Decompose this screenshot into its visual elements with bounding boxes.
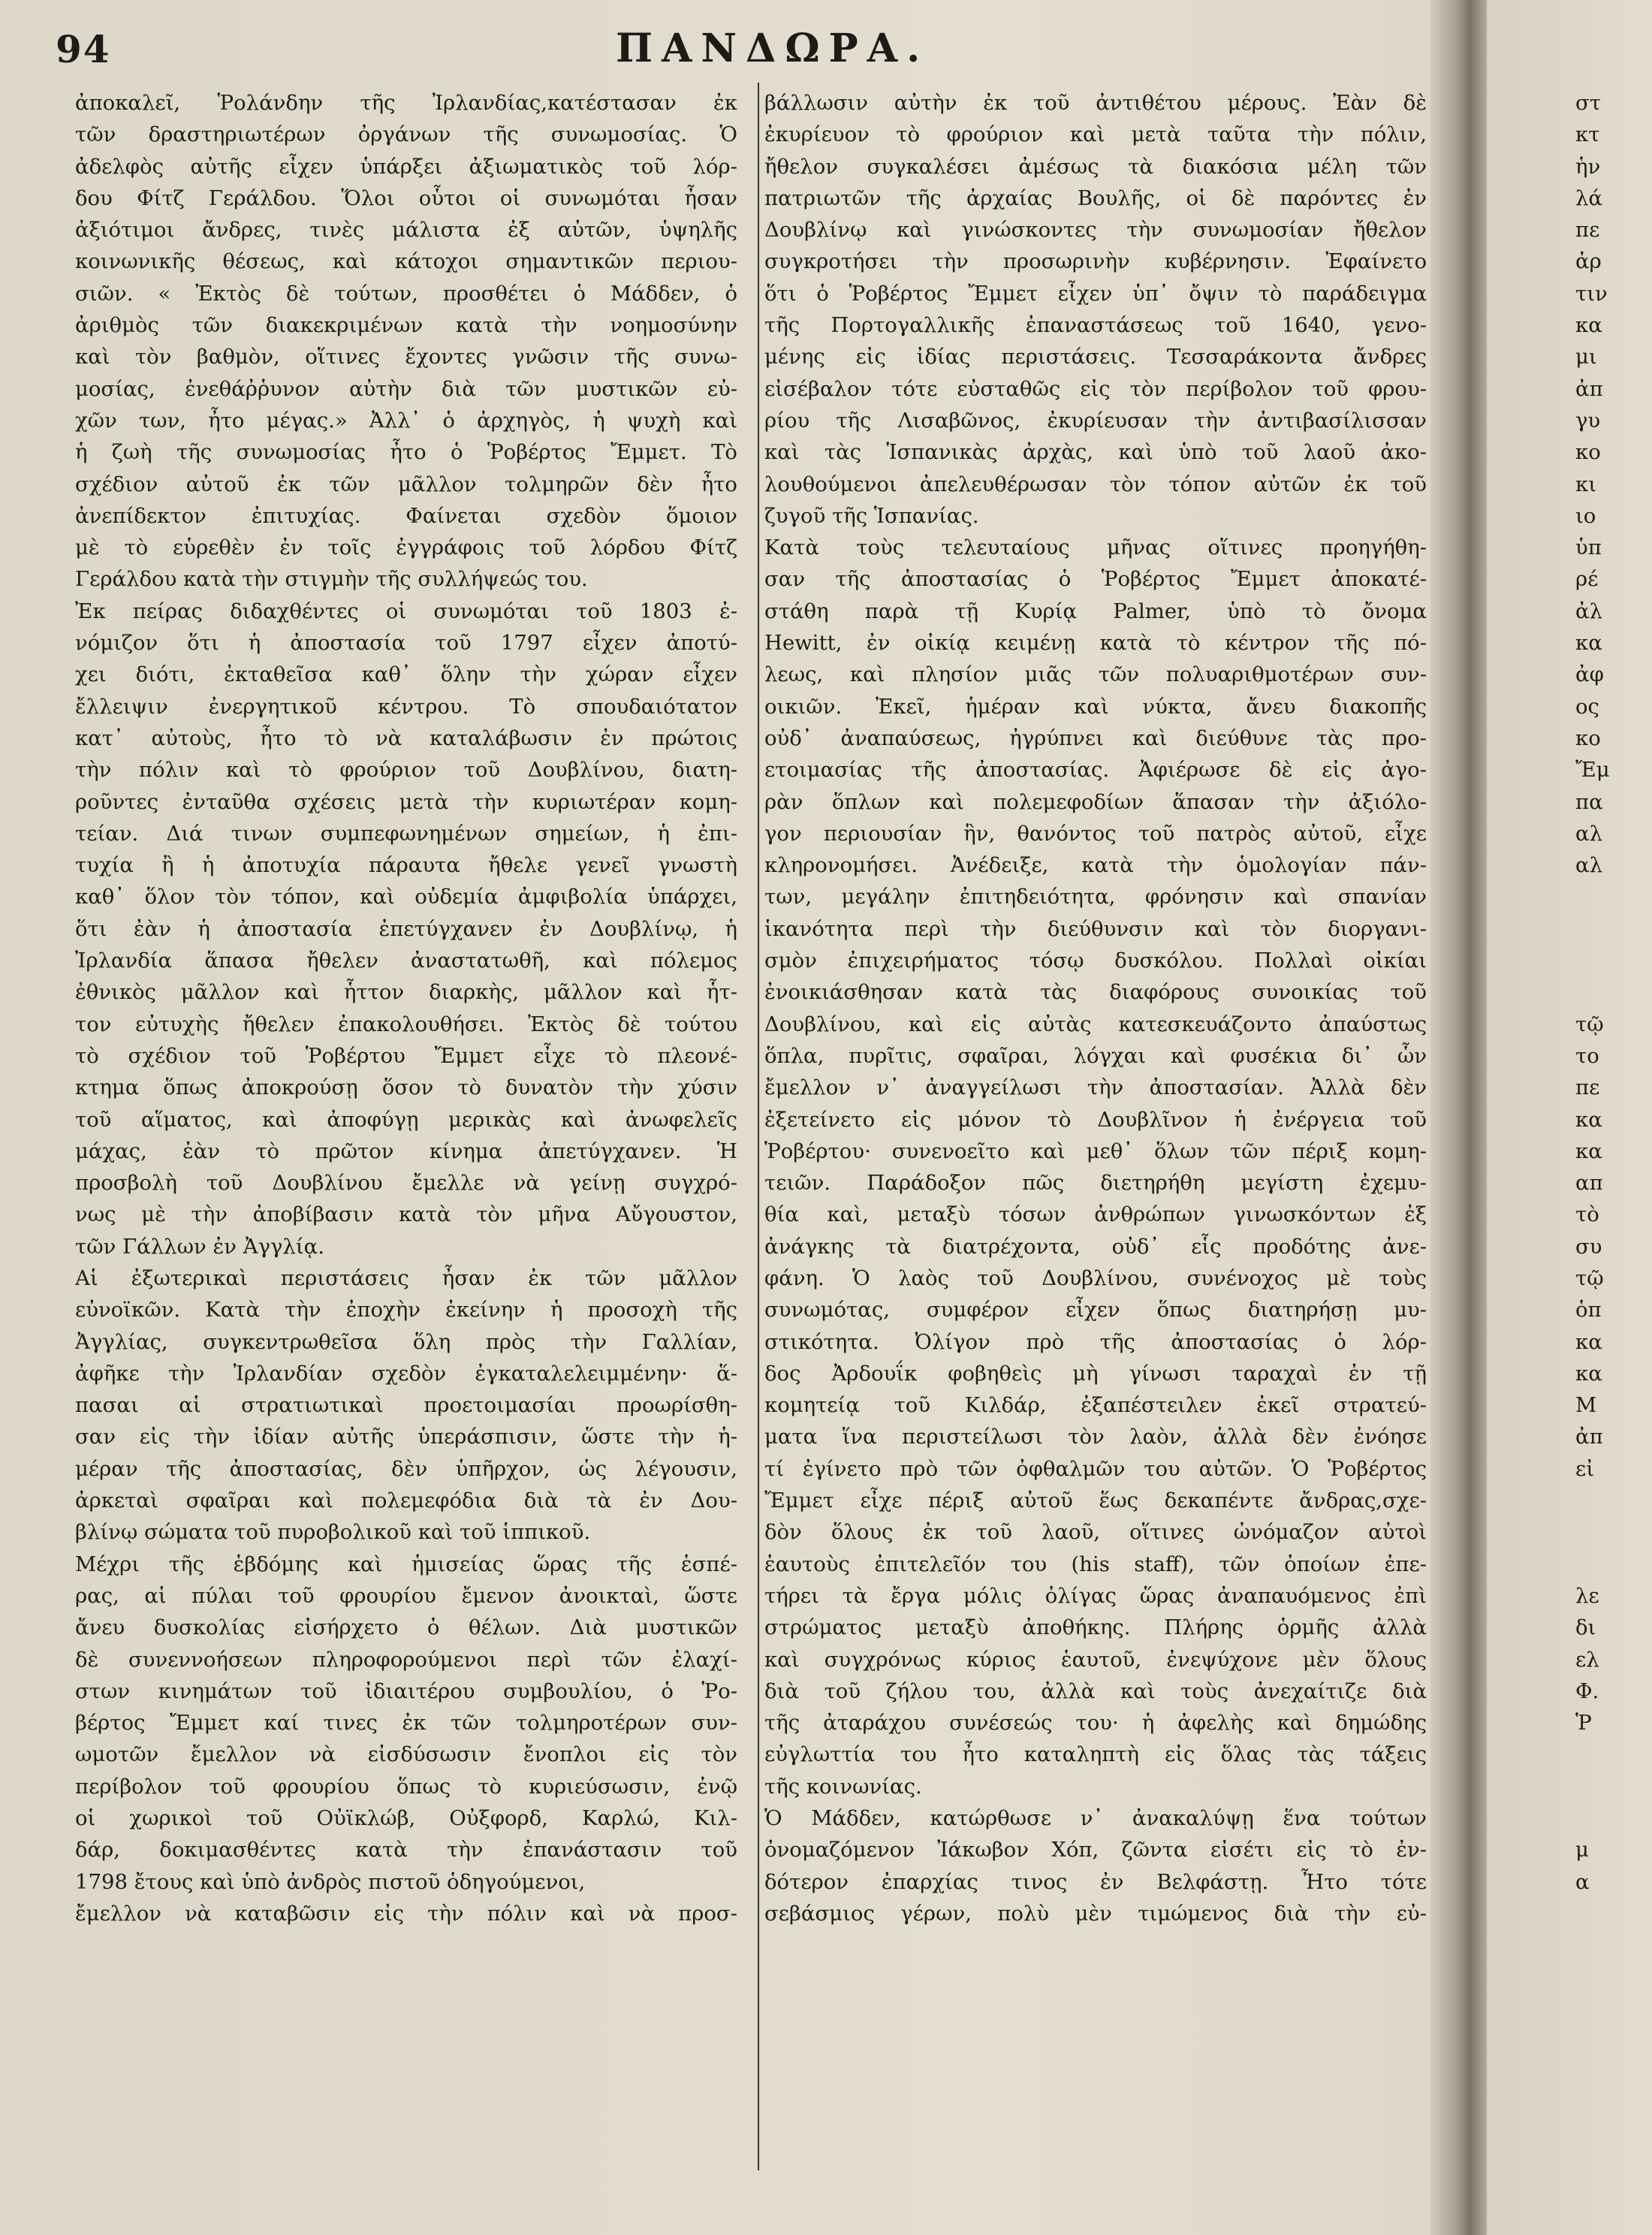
text-line: τὴν πόλιν καὶ τὸ φρούριον τοῦ Δουβλίνου, διατη- [75, 758, 737, 783]
facing-page-fragment: ὑπ [1575, 535, 1602, 560]
facing-page-fragment: ἀπ [1575, 376, 1603, 401]
text-line: μέραν τῆς ἀποστασίας, δὲν ὑπῆρχον, ὡς λέγουσιν, [75, 1456, 737, 1481]
facing-page-fragment: πα [1575, 789, 1603, 814]
text-line: τῆς ἀταράχου συνέσεώς του· ἡ ἀφελὴς καὶ δημώδης [764, 1711, 1427, 1736]
facing-page-fragment: γυ [1575, 408, 1601, 433]
text-line: λουθούμενοι ἀπελευθέρωσαν τὸν τόπον αὐτῶν ἐκ τοῦ [764, 472, 1427, 496]
text-line: ἀριθμὸς τῶν διακεκριμένων κατὰ τὴν νοημοσύνην [75, 313, 737, 338]
facing-page-fragment [1575, 881, 1652, 912]
text-line: 1798 ἔτους καὶ ὑπὸ ἀνδρὸς πιστοῦ ὁδηγούμενοι, [75, 1869, 586, 1894]
running-head-title: ΠΑΝΔΩΡΑ. [616, 26, 930, 71]
facing-page-fragment: κα [1575, 631, 1602, 656]
text-line: τῆς κοινωνίας. [764, 1774, 922, 1799]
text-line: Ὁ Μάδδεν, κατώρθωσε ν᾽ ἀνακαλύψῃ ἕνα τούτων [764, 1806, 1427, 1831]
facing-page-text-fragments [1575, 87, 1652, 1962]
facing-page-fragment: το [1575, 1043, 1599, 1068]
text-line: στάθη παρὰ τῇ Κυρίᾳ Palmer, ὑπὸ τὸ ὄνομα [764, 599, 1427, 623]
text-line: νως μὲ τὴν ἀποβίβασιν κατὰ τὸν μῆνα Αὔγουστον, [75, 1202, 737, 1227]
text-line: ἀνάγκης τὰ διατρέχοντα, οὐδ᾽ εἷς προδότης ἀνε- [764, 1234, 1427, 1259]
facing-page-fragment: δι [1575, 1615, 1596, 1640]
facing-page-fragment: κα [1575, 1107, 1602, 1132]
text-line: σχέδιον αὐτοῦ ἐκ τῶν μᾶλλον τολμηρῶν δὲν ἦτο [75, 472, 737, 496]
facing-page-fragment: Ῥ [1575, 1711, 1592, 1736]
facing-page-fragment: ἀρ [1575, 249, 1602, 274]
text-line: καὶ τὸν βαθμὸν, οἵτινες ἔχοντες γνῶσιν τῆς συνω- [75, 345, 737, 369]
text-line: σαν τῆς ἀποστασίας ὁ Ῥοβέρτος Ἔμμετ ἀποκατέ- [764, 567, 1427, 592]
facing-page-fragment [1575, 976, 1652, 1008]
text-line: τί ἐγίνετο πρὸ τῶν ὀφθαλμῶν του αὐτῶν. Ὁ Ῥοβέρτος [764, 1456, 1427, 1481]
facing-page-fragment: ἀφ [1575, 662, 1604, 687]
text-line: κτημα ὅπως ἀποκρούσῃ ὅσον τὸ δυνατὸν τὴν χύσιν [75, 1075, 737, 1100]
facing-page-fragment: τῷ [1575, 1012, 1604, 1036]
text-line: οικιῶν. Ἐκεῖ, ἡμέραν καὶ νύκτα, ἄνευ διακοπῆς [764, 694, 1427, 719]
text-line: εὐνοϊκῶν. Κατὰ τὴν ἐποχὴν ἐκείνην ἡ προσοχὴ τῆς [75, 1298, 737, 1323]
text-line: δὲ συνεννοήσεων πληροφορούμενοι περὶ τῶν ἐλαχί- [75, 1647, 737, 1672]
text-line: ἀρκεταὶ σφαῖραι καὶ πολεμεφόδια διὰ τὰ ἐν Δου- [75, 1488, 737, 1513]
text-line: συγκροτήσει τὴν προσωρινὴν κυβέρνησιν. Ἐφαίνετο [764, 249, 1427, 274]
text-line: ἐθνικὸς μᾶλλον καὶ ἧττον διαρκὴς, μᾶλλον καὶ ἧτ- [75, 980, 737, 1005]
facing-page-fragment: λε [1575, 1583, 1599, 1608]
text-line: Κατὰ τοὺς τελευταίους μῆνας οἵτινες προηγήθη- [764, 535, 1427, 560]
facing-page-fragment: μ [1575, 1838, 1589, 1862]
text-line: μὲ τὸ εὑρεθὲν ἐν τοῖς ἐγγράφοις τοῦ λόρδου Φίτζ [75, 535, 737, 560]
text-line: νόμιζον ὅτι ἡ ἀποστασία τοῦ 1797 εἶχεν ἀποτύ- [75, 631, 737, 656]
facing-page-fragment: τῷ [1575, 1265, 1604, 1290]
text-line: γον περιουσίαν ἣν, θανόντος τοῦ πατρὸς αὐτοῦ, εἶχε [764, 821, 1427, 846]
text-line: καθ᾽ ὅλον τὸν τόπον, καὶ οὐδεμία ἀμφιβολία ὑπάρχει, [75, 885, 737, 909]
text-line: ρίου τῆς Λισαβῶνος, ἐκυρίευσαν τὴν ἀντιβασίλισσαν [764, 408, 1427, 433]
text-line: ἱκανότητα περὶ τὴν διεύθυνσιν καὶ τὸν διοργανι- [764, 916, 1427, 941]
facing-page-fragment: συ [1575, 1234, 1602, 1259]
text-line: ετοιμασίας τῆς ἀποστασίας. Ἀφιέρωσε δὲ εἰς ἀγο- [764, 758, 1427, 783]
text-line: μένης εἰς ἰδίας περιστάσεις. Τεσσαράκοντα ἄνδρες [764, 345, 1427, 369]
text-line: ἔμελλον νὰ καταβῶσιν εἰς τὴν πόλιν καὶ νὰ προσ- [75, 1901, 737, 1926]
text-line: φάνη. Ὁ λαὸς τοῦ Δουβλίνου, συνένοχος μὲ τοὺς [764, 1265, 1427, 1290]
text-line: βλίνῳ σώματα τοῦ πυροβολικοῦ καὶ τοῦ ἱππικοῦ. [75, 1520, 591, 1545]
facing-page-fragment: μι [1575, 345, 1597, 369]
text-line: ωμοτῶν ἔμελλον νὰ εἰσδύσωσιν ἔνοπλοι εἰς τὸν [75, 1742, 737, 1767]
text-line: Αἱ ἐξωτερικαὶ περιστάσεις ἦσαν ἐκ τῶν μᾶλλον [75, 1265, 737, 1290]
text-line: σμὸν ἐπιχειρήματος τόσῳ δυσκόλου. Πολλαὶ οἰκίαι [764, 949, 1427, 973]
facing-page-fragment: απ [1575, 1171, 1603, 1196]
facing-page-fragment [1575, 913, 1652, 945]
text-line: στικότητα. Ὀλίγον πρὸ τῆς ἀποστασίας ὁ λόρ- [764, 1329, 1427, 1354]
text-line: τῶν Γάλλων ἐν Ἀγγλίᾳ. [75, 1234, 324, 1259]
facing-page-fragment [1575, 1898, 1652, 1929]
facing-page-fragment: ἀλ [1575, 599, 1602, 623]
text-line: ὀνομαζόμενον Ἰάκωβον Χόπ, ζῶντα εἰσέτι εἰς τὸ ἐν- [764, 1838, 1427, 1862]
text-line: εἰσέβαλον τότε εὐσταθῶς εἰς τὸν περίβολον τοῦ φρου- [764, 376, 1427, 401]
text-line: ὅτι ὁ Ῥοβέρτος Ἔμμετ εἶχεν ὑπ᾽ ὄψιν τὸ παράδειγμα [764, 281, 1427, 306]
facing-page-fragment: στ [1575, 91, 1601, 115]
text-line: Γεράλδου κατὰ τὴν στιγμὴν τῆς συλλήψεώς του. [75, 567, 588, 592]
facing-page-fragment: κα [1575, 1361, 1602, 1386]
text-line: ἀποκαλεῖ, Ῥολάνδην τῆς Ἰρλανδίας,κατέστασαν ἐκ [75, 91, 737, 115]
facing-page-fragment [1575, 1802, 1652, 1834]
text-line: τὸ σχέδιον τοῦ Ῥοβέρτου Ἔμμετ εἶχε τὸ πλεονέ- [75, 1043, 737, 1068]
text-line: Μέχρι τῆς ἑβδόμης καὶ ἡμισείας ὥρας τῆς ἑσπέ- [75, 1552, 737, 1576]
text-line: Ἀγγλίας, συγκεντρωθεῖσα ὅλη πρὸς τὴν Γαλλίαν, [75, 1329, 737, 1354]
text-line: ἐκυρίευον τὸ φρούριον καὶ μετὰ ταῦτα τὴν πόλιν, [764, 122, 1427, 147]
text-line: πασαι αἱ στρατιωτικαὶ προετοιμασίαι προωρίσθη- [75, 1393, 737, 1418]
facing-page-fragment: ἡν [1575, 154, 1601, 179]
text-line: τῶν δραστηριωτέρων ὀργάνων τῆς συνωμοσίας. Ὁ [75, 122, 737, 147]
text-line: πατριωτῶν τῆς ἀρχαίας Βουλῆς, οἱ δὲ παρόντες ἐν [764, 185, 1427, 210]
text-column-left [75, 87, 737, 1929]
text-line: ἡ ζωὴ τῆς συνωμοσίας ἦτο ὁ Ῥοβέρτος Ἔμμετ. Τὸ [75, 440, 737, 465]
text-line: Ἐκ πείρας διδαχθέντες οἱ συνωμόται τοῦ 1803 ἐ- [75, 599, 737, 623]
facing-page-fragment: ελ [1575, 1647, 1599, 1672]
text-line: τείαν. Διά τινων συμπεφωνημένων σημείων, ἡ ἐπι- [75, 821, 737, 846]
facing-page-fragment: αλ [1575, 821, 1602, 846]
text-line: καὶ συγχρόνως κύριος ἑαυτοῦ, ἐνεψύχονε μὲν ὅλους [764, 1647, 1427, 1672]
text-line: Hewitt, ἐν οἰκίᾳ κειμένῃ κατὰ τὸ κέντρον τῆς πό- [764, 631, 1427, 656]
text-line: καὶ τὰς Ἱσπανικὰς ἀρχὰς, καὶ ὑπὸ τοῦ λαοῦ ἀκο- [764, 440, 1427, 465]
facing-page-fragment: ἀπ [1575, 1425, 1603, 1449]
text-line: διὰ τοῦ ζήλου του, ἀλλὰ καὶ τοὺς ἀνεχαίτιζε διὰ [764, 1679, 1427, 1703]
text-line: σαν εἰς τὴν ἰδίαν αὐτῆς ὑπεράσπισιν, ὥστε τὴν ἡ- [75, 1425, 737, 1449]
text-line: ἐξετείνετο εἰς μόνον τὸ Δουβλῖνον ἡ ἐνέργεια τοῦ [764, 1107, 1427, 1132]
text-line: ἀδελφὸς αὐτῆς εἶχεν ὑπάρξει ἀξιωματικὸς τοῦ λόρ- [75, 154, 737, 179]
text-line: κομητείᾳ τοῦ Κιλδάρ, ἐξαπέστειλεν ἐκεῖ στρατεύ- [764, 1393, 1427, 1418]
text-line: Δουβλίνῳ καὶ γινώσκοντες τὴν συνωμοσίαν ἤθελον [764, 218, 1427, 243]
text-line: ἀξιότιμοι ἄνδρες, τινὲς μάλιστα ἐξ αὐτῶν, ὑψηλῆς [75, 218, 737, 243]
text-line: τήρει τὰ ἔργα μόλις ὀλίγας ὥρας ἀναπαυόμενος ἐπὶ [764, 1583, 1427, 1608]
text-line: σιῶν. « Ἐκτὸς δὲ τούτων, προσθέτει ὁ Μάδδεν, ὁ [75, 281, 737, 306]
text-line: ἤθελον συγκαλέσει ἀμέσως τὰ διακόσια μέλη τῶν [764, 154, 1427, 179]
text-line: ἄνευ δυσκολίας εἰσήρχετο ὁ θέλων. Διὰ μυστικῶν [75, 1615, 737, 1640]
facing-page-fragment [1575, 1549, 1652, 1580]
page-number: 94 [56, 27, 111, 71]
text-line: τειῶν. Παράδοξον πῶς διετηρήθη μεγίστη ἐχεμυ- [764, 1171, 1427, 1196]
facing-page-fragment [1575, 1516, 1652, 1548]
facing-page-fragment: ιο [1575, 503, 1596, 528]
text-line: δου Φίτζ Γεράλδου. Ὅλοι οὗτοι οἱ συνωμόται ἦσαν [75, 185, 737, 210]
text-line: θία καὶ, μεταξὺ τόσων ἀνθρώπων γινωσκόντων ἐξ [764, 1202, 1427, 1227]
text-line: βέρτος Ἔμμετ καί τινες ἐκ τῶν τολμηροτέρων συν- [75, 1711, 737, 1736]
text-line: σεβάσμιος γέρων, πολὺ μὲν τιμώμενος διὰ τὴν εὐ- [764, 1901, 1427, 1926]
facing-page-fragment: λά [1575, 185, 1602, 210]
text-line: ἑαυτοὺς ἐπιτελεῖόν του (his staff), τῶν ὁποίων ἐπε- [764, 1552, 1427, 1576]
text-line: ἐνοικιάσθησαν κατὰ τὰς διαφόρους συνοικίας τοῦ [764, 980, 1427, 1005]
text-column-right [764, 87, 1427, 1929]
facing-page-fragment [1575, 1485, 1652, 1516]
text-line: ρὰν ὅπλων καὶ πολεμεφοδίων ἅπασαν τὴν ἀξιόλο- [764, 789, 1427, 814]
text-line: δότερον ἐπαρχίας τινος ἐν Βελφάστῃ. Ἦτο τότε [764, 1869, 1427, 1894]
text-line: χῶν των, ἦτο μέγας.» Ἀλλ᾽ ὁ ἀρχηγὸς, ἡ ψυχὴ καὶ [75, 408, 737, 433]
facing-page-fragment: εἰ [1575, 1456, 1595, 1481]
facing-page-fragment: κα [1575, 1139, 1602, 1163]
facing-page-fragment [1575, 1739, 1652, 1770]
facing-page-fragment: Μ [1575, 1393, 1597, 1418]
text-line: στων κινημάτων τοῦ ἰδιαιτέρου συμβουλίου, ὁ Ῥο- [75, 1679, 737, 1703]
text-line: χει διότι, ἐκταθεῖσα καθ᾽ ὅλην τὴν χώραν εἶχεν [75, 662, 737, 687]
text-line: ἔμελλον ν᾽ ἀναγγείλωσι τὴν ἀποστασίαν. Ἀλλὰ δὲν [764, 1075, 1427, 1100]
text-line: τοῦ αἵματος, καὶ ἀποφύγῃ μερικὰς καὶ ἀνωφελεῖς [75, 1107, 737, 1132]
text-line: μοσίας, ἐνεθάῤῥυνον αὐτὴν διὰ τῶν μυστικῶν εὐ- [75, 376, 737, 401]
text-line: κατ᾽ αὐτοὺς, ἦτο τὸ νὰ καταλάβωσιν ἐν πρώτοις [75, 725, 737, 750]
text-line: συνωμότας, συμφέρον εἶχεν ὅπως διατηρήσῃ μυ- [764, 1298, 1427, 1323]
facing-page-fragment: τιν [1575, 281, 1608, 306]
text-line: περίβολον τοῦ φρουρίου ὅπως τὸ κυριεύσωσιν, ἐνῷ [75, 1774, 737, 1799]
text-line: ὅτι ἐὰν ἡ ἀποστασία ἐπετύγχανεν ἐν Δουβλίνῳ, ἡ [75, 916, 737, 941]
facing-page-fragment: κα [1575, 1329, 1602, 1354]
text-line: τῆς Πορτογαλλικῆς ἐπαναστάσεως τοῦ 1640, γενο- [764, 313, 1427, 338]
text-line: Ἔμμετ εἶχε πέριξ αὐτοῦ ἕως δεκαπέντε ἄνδρας,σχε- [764, 1488, 1427, 1513]
facing-page-fragment: αλ [1575, 853, 1602, 878]
text-line: ματα ἵνα περιστείλωσι τὸν λαὸν, ἀλλὰ δὲν ἐνόησε [764, 1425, 1427, 1449]
text-line: ρας, αἱ πύλαι τοῦ φρουρίου ἔμενον ἀνοικταὶ, ὥστε [75, 1583, 737, 1608]
text-line: δάρ, δοκιμασθέντες κατὰ τὴν ἐπανάστασιν τοῦ [75, 1838, 737, 1862]
text-line: ἔλλειψιν ἐνεργητικοῦ κέντρου. Τὸ σπουδαιότατον [75, 694, 737, 719]
column-divider [758, 83, 759, 2170]
text-line: οὐδ᾽ ἀναπαύσεως, ἠγρύπνει καὶ διεύθυνε τὰς προ- [764, 725, 1427, 750]
text-line: τον εὐτυχὴς ἤθελεν ἐπακολουθήσει. Ἐκτὸς δὲ τούτου [75, 1012, 737, 1036]
facing-page-fragment: τὸ [1575, 1202, 1599, 1227]
facing-page-fragment [1575, 1771, 1652, 1802]
text-line: ζυγοῦ τῆς Ἱσπανίας. [764, 503, 979, 528]
facing-page-fragment: πε [1575, 1075, 1600, 1100]
text-line: των, μεγάλην ἐπιτηδειότητα, φρόνησιν καὶ σπανίαν [764, 885, 1427, 909]
facing-page-fragment: κο [1575, 440, 1601, 465]
text-line: βάλλωσιν αὐτὴν ἐκ τοῦ ἀντιθέτου μέρους. Ἐὰν δὲ [764, 91, 1427, 115]
book-gutter-shadow [1430, 0, 1487, 2235]
text-line: ἀνεπίδεκτον ἐπιτυχίας. Φαίνεται σχεδὸν ὅμοιον [75, 503, 737, 528]
facing-page-fragment: α [1575, 1869, 1590, 1894]
text-line: κληρονομήσει. Ἀνέδειξε, κατὰ τὴν ὁμολογίαν πάν- [764, 853, 1427, 878]
text-line: εὐγλωττία του ἦτο καταληπτὴ εἰς ὅλας τὰς τάξεις [764, 1742, 1427, 1767]
facing-page-fragment: Ἔμ [1575, 758, 1610, 783]
text-line: Δουβλίνου, καὶ εἰς αὐτὰς κατεσκευάζοντο ἀπαύστως [764, 1012, 1427, 1036]
text-line: τυχία ἢ ἡ ἀποτυχία πάραυτα ἤθελε γενεῖ γνωστὴ [75, 853, 737, 878]
text-line: ὅπλα, πυρῖτις, σφαῖραι, λόγχαι καὶ φυσέκια δι᾽ ὧν [764, 1043, 1427, 1068]
text-line: ἀφῆκε τὴν Ἰρλανδίαν σχεδὸν ἐγκαταλελειμμένην· ἅ- [75, 1361, 737, 1386]
facing-page-fragment: ος [1575, 694, 1599, 719]
facing-page-fragment: κο [1575, 725, 1601, 750]
text-line: κοινωνικῆς θέσεως, καὶ κάτοχοι σημαντικῶν περιου- [75, 249, 737, 274]
facing-page-fragment: ὁπ [1575, 1298, 1602, 1323]
text-line: οἱ χωρικοὶ τοῦ Οὐϊκλώβ, Οὐξφορδ, Καρλώ, Κιλ- [75, 1806, 737, 1831]
text-line: Ῥοβέρτου· συνενοεῖτο καὶ μεθ᾽ ὅλων τῶν πέριξ κομη- [764, 1139, 1427, 1163]
text-line: Ἰρλανδία ἅπασα ἤθελεν ἀναστατωθῆ, καὶ πόλεμος [75, 949, 737, 973]
facing-page-fragment: ρέ [1575, 567, 1599, 592]
text-line: δὸν ὅλους ἐκ τοῦ λαοῦ, οἵτινες ὠνόμαζον αὐτοὶ [764, 1520, 1427, 1545]
text-line: λεως, καὶ πλησίον μιᾶς τῶν πολυαριθμοτέρων συν- [764, 662, 1427, 687]
text-line: μάχας, ἐὰν τὸ πρῶτον κίνημα ἀπετύγχανεν. Ἡ [75, 1139, 737, 1163]
facing-page-fragment: Φ. [1575, 1679, 1599, 1703]
facing-page-fragment [1575, 945, 1652, 976]
text-line: ροῦντες ἐνταῦθα σχέσεις μετὰ τὴν κυριωτέραν κομη- [75, 789, 737, 814]
facing-page-fragment: κα [1575, 313, 1602, 338]
text-line: προσβολὴ τοῦ Δουβλίνου ἔμελλε νὰ γείνῃ συγχρό- [75, 1171, 737, 1196]
text-line: δος Ἀρδουΐκ φοβηθεὶς μὴ γίνωσι ταραχαὶ ἐν τῇ [764, 1361, 1427, 1386]
text-line: στρώματος μεταξὺ ἀποθήκης. Πλήρης ὁρμῆς ἀλλὰ [764, 1615, 1427, 1640]
facing-page-fragment: κι [1575, 472, 1596, 496]
facing-page-fragment [1575, 1929, 1652, 1961]
facing-page-fragment: πε [1575, 218, 1600, 243]
facing-page-fragment: κτ [1575, 122, 1600, 147]
